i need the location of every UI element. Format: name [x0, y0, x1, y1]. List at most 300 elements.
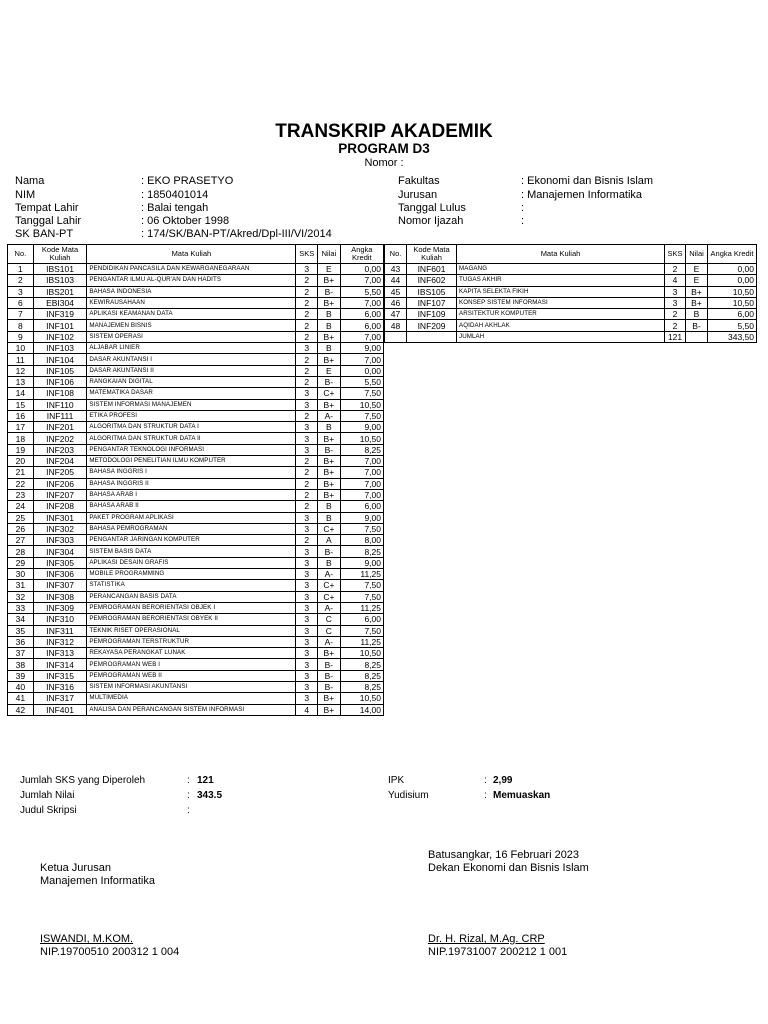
cell-angka-kredit: 5,50: [340, 376, 383, 387]
cell-angka-kredit: 7,00: [340, 331, 383, 342]
cell-sks: 3: [296, 636, 318, 647]
table-row: [8, 433, 384, 444]
table-row: [8, 489, 384, 500]
cell-no: 36: [8, 636, 34, 647]
cell-sks: 3: [296, 580, 318, 591]
cell-sks: 2: [296, 467, 318, 478]
cell-sks: 2: [296, 410, 318, 421]
cell-no: 17: [8, 422, 34, 433]
cell-sks: 2: [296, 456, 318, 467]
cell-no: 35: [8, 625, 34, 636]
cell-kode: INF103: [33, 343, 87, 354]
cell-sks: 2: [296, 320, 318, 331]
cell-nilai: B+: [318, 456, 341, 467]
table-header-row: [8, 245, 384, 264]
cell-angka-kredit: 0,00: [340, 264, 383, 275]
table-row: [8, 648, 384, 659]
cell-kode: INF209: [407, 320, 457, 331]
tanggal-lulus-value: :: [521, 202, 525, 214]
cell-mata-kuliah: TUGAS AKHIR: [457, 275, 665, 286]
cell-angka-kredit: 8,25: [340, 444, 383, 455]
cell-nilai: B+: [318, 275, 341, 286]
table-row: [8, 422, 384, 433]
table-row: [8, 546, 384, 557]
cell-angka-kredit: 6,00: [340, 614, 383, 625]
cell-mata-kuliah: KEWIRAUSAHAAN: [87, 297, 296, 308]
cell-sks: 3: [296, 670, 318, 681]
cell-mata-kuliah: DASAR AKUNTANSI II: [87, 365, 296, 376]
cell-mata-kuliah: ALGORITMA DAN STRUKTUR DATA I: [87, 422, 296, 433]
cell-mata-kuliah: BAHASA ARAB I: [87, 489, 296, 500]
table-row: [8, 681, 384, 692]
cell-kode: INF102: [33, 331, 87, 342]
cell-sks: 2: [296, 478, 318, 489]
nim-label: NIM: [15, 189, 36, 201]
cell-kode: INF208: [33, 501, 87, 512]
cell-kode: INF316: [33, 681, 87, 692]
cell-nilai: C: [318, 625, 341, 636]
cell-angka-kredit: 8,00: [340, 535, 383, 546]
cell-mata-kuliah: BAHASA INDONESIA: [87, 286, 296, 297]
cell-angka-kredit: 343,50: [708, 331, 757, 342]
header-kode: Kode Mata Kuliah: [407, 245, 457, 264]
cell-mata-kuliah: PAKET PROGRAM APLIKASI: [87, 512, 296, 523]
cell-nilai: B-: [318, 670, 341, 681]
cell-angka-kredit: 10,50: [340, 399, 383, 410]
cell-no: 40: [8, 681, 34, 692]
table-row: [385, 320, 757, 331]
table-row: [8, 264, 384, 275]
cell-sks: 2: [296, 354, 318, 365]
cell-mata-kuliah: PEMROGRAMAN WEB II: [87, 670, 296, 681]
jumlah-nilai-label: Jumlah Nilai: [20, 790, 75, 801]
cell-angka-kredit: 0,00: [340, 365, 383, 376]
cell-nilai: B: [318, 501, 341, 512]
jurusan-label: Jurusan: [398, 189, 438, 201]
cell-kode: INF201: [33, 422, 87, 433]
cell-mata-kuliah: AQIDAH AKHLAK: [457, 320, 665, 331]
table-row: [8, 410, 384, 421]
cell-angka-kredit: 10,50: [340, 433, 383, 444]
cell-sks: 3: [296, 388, 318, 399]
cell-nilai: B: [318, 343, 341, 354]
cell-no: 13: [8, 376, 34, 387]
cell-angka-kredit: 7,50: [340, 625, 383, 636]
table-row: [385, 297, 757, 308]
cell-mata-kuliah: SISTEM INFORMASI MANAJEMEN: [87, 399, 296, 410]
cell-kode: INF307: [33, 580, 87, 591]
cell-no: 25: [8, 512, 34, 523]
cell-angka-kredit: 9,00: [340, 557, 383, 568]
tempat-lahir-label: Tempat Lahir: [15, 202, 79, 214]
cell-sks: 3: [296, 512, 318, 523]
table-row: [385, 264, 757, 275]
cell-mata-kuliah: ALGORITMA DAN STRUKTUR DATA II: [87, 433, 296, 444]
cell-no: 37: [8, 648, 34, 659]
cell-sks: 2: [665, 264, 686, 275]
cell-kode: INF401: [33, 704, 87, 715]
cell-sks: 2: [296, 376, 318, 387]
cell-no: 43: [385, 264, 407, 275]
cell-kode: IBS201: [33, 286, 87, 297]
cell-sks: 3: [296, 648, 318, 659]
nama-value: : EKO PRASETYO: [141, 175, 234, 187]
cell-no: 18: [8, 433, 34, 444]
cell-kode: INF308: [33, 591, 87, 602]
left-signatory-nip: NIP.19700510 200312 1 004: [40, 946, 180, 958]
cell-nilai: B+: [686, 297, 708, 308]
cell-mata-kuliah: MOBILE PROGRAMMING: [87, 569, 296, 580]
cell-mata-kuliah: ETIKA PROFESI: [87, 410, 296, 421]
table-row: [8, 557, 384, 568]
cell-no: 11: [8, 354, 34, 365]
grades-table-left: [7, 244, 384, 716]
cell-mata-kuliah: ANALISA DAN PERANCANGAN SISTEM INFORMASI: [87, 704, 296, 715]
table-row: [8, 354, 384, 365]
nama-label: Nama: [15, 175, 45, 187]
table-row: [8, 376, 384, 387]
table-row: [385, 331, 757, 342]
cell-angka-kredit: 7,50: [340, 591, 383, 602]
cell-no: 24: [8, 501, 34, 512]
cell-angka-kredit: 6,00: [340, 309, 383, 320]
cell-sks: 3: [665, 297, 686, 308]
cell-nilai: C+: [318, 388, 341, 399]
cell-sks: 4: [665, 275, 686, 286]
table-row: [8, 456, 384, 467]
ipk-label: IPK: [388, 775, 405, 786]
judul-skripsi-label: Judul Skripsi: [20, 805, 77, 816]
cell-sks: 3: [296, 343, 318, 354]
cell-angka-kredit: 11,25: [340, 636, 383, 647]
cell-mata-kuliah: MATEMATIKA DASAR: [87, 388, 296, 399]
cell-mata-kuliah: BAHASA ARAB II: [87, 501, 296, 512]
header-mata-kuliah: Mata Kuliah: [457, 245, 665, 264]
cell-sks: 3: [296, 399, 318, 410]
table-row: [8, 523, 384, 534]
cell-mata-kuliah: STATISTIKA: [87, 580, 296, 591]
right-signatory-name: Dr. H. Rizal, M.Ag. CRP: [428, 933, 545, 945]
cell-sks: 2: [296, 297, 318, 308]
sk-ban-pt-value: : 174/SK/BAN-PT/Akred/Dpl-III/VI/2014: [141, 228, 332, 240]
cell-nilai: B: [686, 309, 708, 320]
cell-nilai: B: [318, 320, 341, 331]
table-row: [8, 512, 384, 523]
ipk-value: 2,99: [493, 775, 513, 786]
cell-mata-kuliah: APLIKASI KEAMANAN DATA: [87, 309, 296, 320]
cell-mata-kuliah: RANGKAIAN DIGITAL: [87, 376, 296, 387]
header-no: No.: [8, 245, 34, 264]
cell-mata-kuliah: KONSEP SISTEM INFORMASI: [457, 297, 665, 308]
cell-angka-kredit: 9,00: [340, 343, 383, 354]
cell-no: 31: [8, 580, 34, 591]
cell-sks: 3: [296, 557, 318, 568]
cell-nilai: B+: [686, 286, 708, 297]
cell-nilai: B-: [318, 681, 341, 692]
cell-kode: INF303: [33, 535, 87, 546]
cell-nilai: B+: [318, 354, 341, 365]
cell-sks: 3: [296, 264, 318, 275]
cell-no: 44: [385, 275, 407, 286]
cell-kode: INF310: [33, 614, 87, 625]
cell-sks: 3: [296, 433, 318, 444]
cell-nilai: B+: [318, 433, 341, 444]
left-signatory-name: ISWANDI, M.KOM.: [40, 933, 134, 945]
cell-mata-kuliah: ALJABAR LINIER: [87, 343, 296, 354]
cell-kode: INF309: [33, 602, 87, 613]
jumlah-sks-label: Jumlah SKS yang Diperoleh: [20, 775, 146, 786]
table-row: [8, 535, 384, 546]
cell-nilai: B+: [318, 478, 341, 489]
nim-value: : 1850401014: [141, 189, 209, 201]
cell-mata-kuliah: PENDIDIKAN PANCASILA DAN KEWARGANEGARAAN: [87, 264, 296, 275]
table-row: [8, 636, 384, 647]
cell-mata-kuliah: PENGANTAR ILMU AL-QUR'AN DAN HADITS: [87, 275, 296, 286]
table-row: [8, 331, 384, 342]
cell-no: 20: [8, 456, 34, 467]
cell-sks: 3: [296, 523, 318, 534]
cell-sks: 3: [296, 625, 318, 636]
cell-mata-kuliah: ARSITEKTUR KOMPUTER: [457, 309, 665, 320]
cell-angka-kredit: 8,25: [340, 546, 383, 557]
cell-kode: INF106: [33, 376, 87, 387]
cell-mata-kuliah: PEMROGRAMAN BERORIENTASI OBJEK I: [87, 602, 296, 613]
cell-angka-kredit: 14,00: [340, 704, 383, 715]
table-row: [8, 602, 384, 613]
table-row: [8, 659, 384, 670]
cell-no: 29: [8, 557, 34, 568]
ipk-colon: :: [484, 775, 487, 786]
cell-sks: 3: [296, 659, 318, 670]
cell-angka-kredit: 7,50: [340, 410, 383, 421]
cell-nilai: B: [318, 557, 341, 568]
cell-nilai: A: [318, 535, 341, 546]
cell-nilai: B-: [686, 320, 708, 331]
cell-sks: 4: [296, 704, 318, 715]
cell-no: 39: [8, 670, 34, 681]
cell-kode: INF205: [33, 467, 87, 478]
cell-nilai: B+: [318, 297, 341, 308]
cell-no: 42: [8, 704, 34, 715]
nomor-ijazah-value: :: [521, 215, 525, 227]
yudisium-colon: :: [484, 790, 487, 801]
cell-kode: INF319: [33, 309, 87, 320]
cell-kode: IBS101: [33, 264, 87, 275]
cell-nilai: B-: [318, 444, 341, 455]
table-row: [8, 478, 384, 489]
cell-kode: INF109: [407, 309, 457, 320]
cell-angka-kredit: 10,50: [708, 286, 757, 297]
cell-no: [385, 331, 407, 342]
cell-kode: INF602: [407, 275, 457, 286]
cell-angka-kredit: 6,00: [340, 320, 383, 331]
table-row: [385, 309, 757, 320]
cell-mata-kuliah: PEMROGRAMAN TERSTRUKTUR: [87, 636, 296, 647]
cell-nilai: E: [318, 365, 341, 376]
table-row: [8, 704, 384, 715]
table-row: [8, 614, 384, 625]
cell-angka-kredit: 9,00: [340, 512, 383, 523]
cell-nilai: C+: [318, 580, 341, 591]
cell-angka-kredit: 8,25: [340, 659, 383, 670]
cell-kode: INF317: [33, 693, 87, 704]
header-mata-kuliah: Mata Kuliah: [87, 245, 296, 264]
header-nilai: Nilai: [686, 245, 708, 264]
grades-table-right: [384, 244, 757, 343]
table-row: [8, 399, 384, 410]
cell-nilai: B+: [318, 704, 341, 715]
cell-angka-kredit: 6,00: [340, 501, 383, 512]
cell-angka-kredit: 11,25: [340, 602, 383, 613]
cell-angka-kredit: 6,00: [708, 309, 757, 320]
cell-sks: 3: [296, 546, 318, 557]
jumlah-sks-colon: :: [187, 775, 190, 786]
table-row: [8, 670, 384, 681]
cell-kode: IBS105: [407, 286, 457, 297]
cell-no: 15: [8, 399, 34, 410]
cell-kode: INF107: [407, 297, 457, 308]
cell-angka-kredit: 7,50: [340, 523, 383, 534]
cell-no: 16: [8, 410, 34, 421]
cell-kode: INF311: [33, 625, 87, 636]
cell-kode: INF312: [33, 636, 87, 647]
cell-no: 8: [8, 320, 34, 331]
cell-nilai: B+: [318, 331, 341, 342]
cell-nilai: C: [318, 614, 341, 625]
cell-kode: INF305: [33, 557, 87, 568]
cell-mata-kuliah: PEMROGRAMAN BERORIENTASI OBYEK II: [87, 614, 296, 625]
cell-sks: 2: [296, 286, 318, 297]
cell-nilai: E: [686, 275, 708, 286]
cell-angka-kredit: 7,00: [340, 297, 383, 308]
cell-mata-kuliah: SISTEM BASIS DATA: [87, 546, 296, 557]
nomor-label: Nomor :: [364, 157, 404, 169]
cell-angka-kredit: 5,50: [340, 286, 383, 297]
left-signatory-title: Ketua Jurusan: [40, 862, 111, 874]
cell-mata-kuliah: SISTEM INFORMASI AKUNTANSI: [87, 681, 296, 692]
cell-nilai: [686, 331, 708, 342]
cell-nilai: A-: [318, 569, 341, 580]
cell-no: 48: [385, 320, 407, 331]
cell-no: 34: [8, 614, 34, 625]
cell-mata-kuliah: PERANCANGAN BASIS DATA: [87, 591, 296, 602]
table-row: [8, 309, 384, 320]
header-kode: Kode Mata Kuliah: [33, 245, 87, 264]
cell-sks: 3: [296, 569, 318, 580]
cell-kode: INF206: [33, 478, 87, 489]
cell-mata-kuliah: JUMLAH: [457, 331, 665, 342]
place-date: Batusangkar, 16 Februari 2023: [428, 849, 580, 861]
cell-kode: INF601: [407, 264, 457, 275]
table-row: [385, 286, 757, 297]
yudisium-value: Memuaskan: [493, 790, 551, 801]
cell-kode: INF105: [33, 365, 87, 376]
cell-no: 28: [8, 546, 34, 557]
cell-no: 27: [8, 535, 34, 546]
table-row: [8, 343, 384, 354]
cell-no: 47: [385, 309, 407, 320]
left-signatory-dept: Manajemen Informatika: [40, 875, 155, 887]
cell-nilai: C+: [318, 523, 341, 534]
table-row: [8, 444, 384, 455]
program-subtitle: PROGRAM D3: [338, 141, 430, 156]
cell-mata-kuliah: METODOLOGI PENELITIAN ILMU KOMPUTER: [87, 456, 296, 467]
cell-sks: 121: [665, 331, 686, 342]
cell-kode: EBI304: [33, 297, 87, 308]
cell-no: 2: [8, 275, 34, 286]
cell-kode: INF304: [33, 546, 87, 557]
table-row: [8, 365, 384, 376]
cell-kode: [407, 331, 457, 342]
cell-nilai: A-: [318, 636, 341, 647]
cell-mata-kuliah: BAHASA INGGRIS II: [87, 478, 296, 489]
cell-kode: INF207: [33, 489, 87, 500]
cell-angka-kredit: 5,50: [708, 320, 757, 331]
tanggal-lulus-label: Tanggal Lulus: [398, 202, 466, 214]
cell-sks: 3: [296, 681, 318, 692]
cell-kode: INF314: [33, 659, 87, 670]
cell-no: 14: [8, 388, 34, 399]
cell-angka-kredit: 8,25: [340, 670, 383, 681]
cell-no: 6: [8, 297, 34, 308]
cell-sks: 2: [665, 320, 686, 331]
cell-angka-kredit: 0,00: [708, 264, 757, 275]
cell-sks: 3: [296, 614, 318, 625]
table-row: [8, 580, 384, 591]
right-signatory-title: Dekan Ekonomi dan Bisnis Islam: [428, 862, 589, 874]
cell-mata-kuliah: SISTEM OPERASI: [87, 331, 296, 342]
cell-kode: INF202: [33, 433, 87, 444]
cell-nilai: B+: [318, 399, 341, 410]
cell-angka-kredit: 7,00: [340, 456, 383, 467]
cell-nilai: B-: [318, 659, 341, 670]
document-title: TRANSKRIP AKADEMIK: [275, 121, 493, 142]
right-signatory-nip: NIP.19731007 200212 1 001: [428, 946, 568, 958]
header-sks: SKS: [296, 245, 318, 264]
cell-nilai: B-: [318, 286, 341, 297]
header-no: No.: [385, 245, 407, 264]
cell-kode: INF111: [33, 410, 87, 421]
cell-sks: 2: [296, 331, 318, 342]
cell-no: 32: [8, 591, 34, 602]
cell-sks: 2: [296, 501, 318, 512]
cell-no: 38: [8, 659, 34, 670]
cell-kode: INF302: [33, 523, 87, 534]
cell-mata-kuliah: PENGANTAR JARINGAN KOMPUTER: [87, 535, 296, 546]
cell-mata-kuliah: TEKNIK RISET OPERASIONAL: [87, 625, 296, 636]
header-sks: SKS: [665, 245, 686, 264]
table-row: [8, 297, 384, 308]
fakultas-label: Fakultas: [398, 175, 440, 187]
tempat-lahir-value: : Balai tengah: [141, 202, 209, 214]
cell-sks: 2: [296, 365, 318, 376]
cell-nilai: B+: [318, 467, 341, 478]
cell-mata-kuliah: KAPITA SELEKTA FIKIH: [457, 286, 665, 297]
cell-mata-kuliah: PENGANTAR TEKNOLOGI INFORMASI: [87, 444, 296, 455]
cell-kode: INF110: [33, 399, 87, 410]
table-row: [8, 501, 384, 512]
cell-sks: 2: [296, 489, 318, 500]
cell-angka-kredit: 10,50: [340, 648, 383, 659]
cell-mata-kuliah: MULTIMEDIA: [87, 693, 296, 704]
cell-angka-kredit: 7,50: [340, 388, 383, 399]
cell-nilai: E: [318, 264, 341, 275]
table-row: [8, 388, 384, 399]
cell-sks: 3: [665, 286, 686, 297]
cell-sks: 3: [296, 444, 318, 455]
cell-angka-kredit: 7,00: [340, 478, 383, 489]
cell-no: 19: [8, 444, 34, 455]
